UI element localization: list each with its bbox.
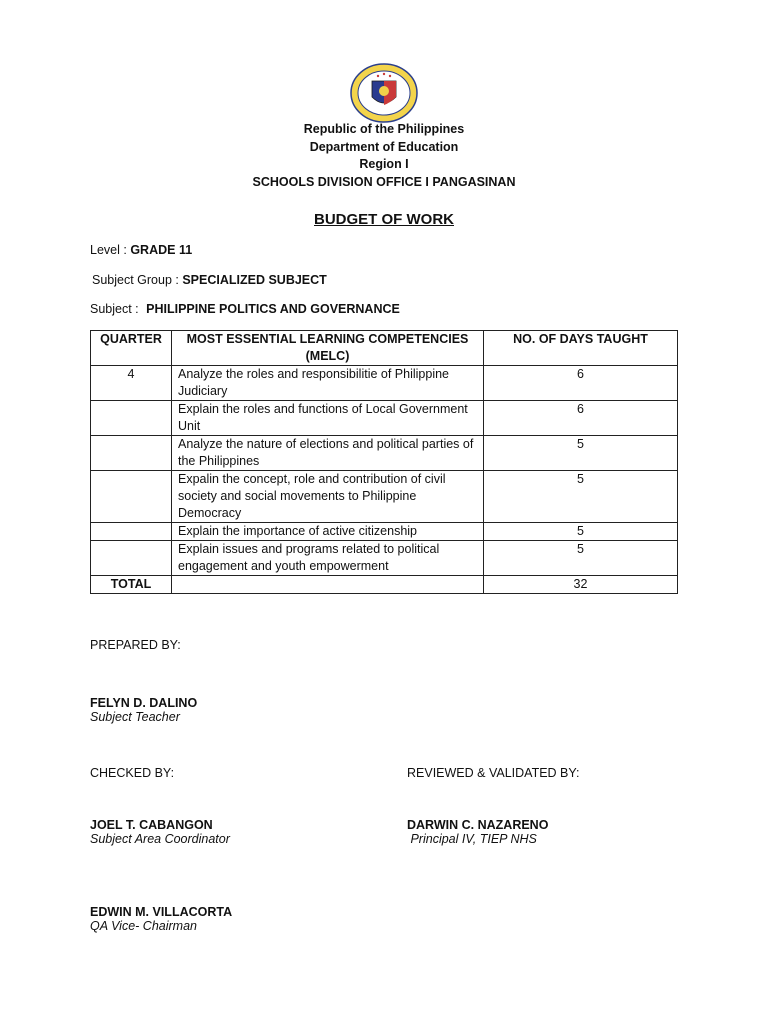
column-header-melc: MOST ESSENTIAL LEARNING COMPETENCIES (MELC) <box>172 331 484 366</box>
column-header-quarter: QUARTER <box>91 331 172 366</box>
prepared-by-label: PREPARED BY: <box>90 638 181 652</box>
checked-by-label: CHECKED BY: <box>90 766 175 780</box>
table-total-row <box>91 576 678 594</box>
column-header-days: NO. OF DAYS TAUGHT <box>484 331 678 366</box>
deped-seal-icon <box>350 63 418 123</box>
melc-cell: Analyze the nature of elections and political parties of the Philippines <box>172 436 484 471</box>
table-row <box>91 366 678 401</box>
letterhead-region: Region I <box>359 157 409 171</box>
subject-group-field <box>92 273 327 287</box>
quarter-cell: 4 <box>91 366 172 401</box>
prepared-by-role: Subject Teacher <box>90 710 180 724</box>
level-field <box>90 243 192 257</box>
total-label: TOTAL <box>91 576 172 594</box>
table-row <box>91 471 678 523</box>
qa-name: EDWIN M. VILLACORTA <box>90 905 233 919</box>
melc-cell: Expalin the concept, role and contribution of civil society and social movements to Philippine Democracy <box>172 471 484 523</box>
days-cell: 5 <box>484 523 678 541</box>
qa-block <box>90 905 232 933</box>
reviewed-by-label: REVIEWED & VALIDATED BY: <box>407 766 580 780</box>
checked-by-name: JOEL T. CABANGON <box>90 818 213 832</box>
document-title: BUDGET OF WORK <box>314 211 454 228</box>
qa-role: QA Vice- Chairman <box>90 919 197 933</box>
letterhead-department: Department of Education <box>309 139 459 154</box>
reviewed-by-name: DARWIN C. NAZARENO <box>407 818 549 832</box>
reviewed-by-block <box>407 818 548 846</box>
quarter-cell <box>91 436 172 471</box>
quarter-cell <box>91 541 172 576</box>
budget-of-work-table <box>90 330 678 594</box>
melc-cell: Explain the importance of active citizenship <box>172 523 484 541</box>
table-header-row <box>91 331 678 366</box>
melc-cell: Explain the roles and functions of Local Government Unit <box>172 401 484 436</box>
days-cell: 5 <box>484 436 678 471</box>
letterhead-division: SCHOOLS DIVISION OFFICE I PANGASINAN <box>252 174 516 189</box>
checked-by-role: Subject Area Coordinator <box>90 832 230 846</box>
subject-label: Subject : <box>90 302 139 316</box>
letterhead-country: Republic of the Philippines <box>303 122 465 136</box>
table-row <box>91 401 678 436</box>
subject-group-value: SPECIALIZED SUBJECT <box>182 273 327 287</box>
quarter-cell <box>91 401 172 436</box>
subject-value: PHILIPPINE POLITICS AND GOVERNANCE <box>146 302 400 316</box>
letterhead <box>0 121 768 191</box>
quarter-cell <box>91 471 172 523</box>
melc-cell: Analyze the roles and responsibilitie of Philippine Judiciary <box>172 366 484 401</box>
prepared-by-block <box>90 696 197 724</box>
level-label: Level : <box>90 243 127 257</box>
total-value: 32 <box>484 576 678 594</box>
melc-cell: Explain issues and programs related to political engagement and youth empowerment <box>172 541 484 576</box>
table-row <box>91 523 678 541</box>
prepared-by-name: FELYN D. DALINO <box>90 696 198 710</box>
days-cell: 5 <box>484 541 678 576</box>
table-row <box>91 436 678 471</box>
checked-by-block <box>90 818 230 846</box>
table-row <box>91 541 678 576</box>
total-empty-cell <box>172 576 484 594</box>
subject-field <box>90 302 400 316</box>
days-cell: 6 <box>484 401 678 436</box>
days-cell: 5 <box>484 471 678 523</box>
subject-group-label: Subject Group : <box>92 273 179 287</box>
quarter-cell <box>91 523 172 541</box>
days-cell: 6 <box>484 366 678 401</box>
reviewed-by-role: Principal IV, TIEP NHS <box>407 832 537 846</box>
level-value: GRADE 11 <box>130 243 193 257</box>
